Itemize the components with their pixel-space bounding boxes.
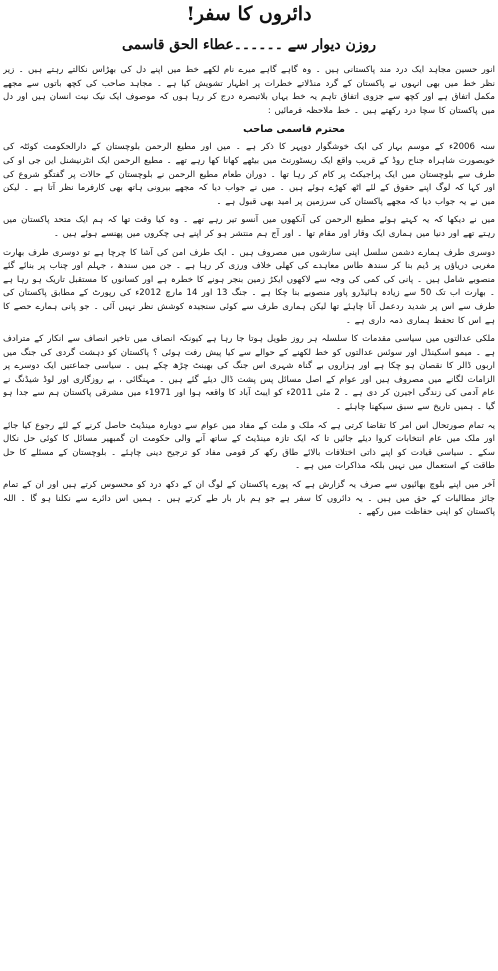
paragraph: ملکی عدالتوں میں سیاسی مقدمات کا سلسلہ ہر روز طویل ہوتا جا رہا ہے کیونکہ انصاف میں تاخیر انصاف سے انکار کے مترادف ہے ۔ میمو اسکینڈل اور سوئس عدالتوں کو خط لکھنے کے حوالے سے کیا پیش رفت ہوئی ؟ پاکستان کو دہشت گردی کی جنگ میں اربوں ڈالر کا نقصان ہو چکا ہے اور ہزاروں بے گناہ شہری اس جنگ کی بھینٹ چڑھ چکے ہیں ۔ سیاسی جماعتیں ایک دوسرے پر الزامات لگانے میں مصروف ہیں اور عوام کے اصل مسائل پس پشت ڈال دیئے گئے ہیں ۔ مہنگائی ، بے روزگاری اور لوڈ شیڈنگ نے عام آدمی کی زندگی اجیرن کر دی ہے ۔ 2 مئی 2011ء کو ایبٹ آباد کا واقعہ ہوا اور 1971ء میں مشرقی پاکستان ہم سے جدا ہو گیا ۔ ہمیں تاریخ سے سبق سیکھنا چاہئے ۔ <box>3 334 495 413</box>
paragraph: سنہ 2006ء کے موسم بہار کی ایک خوشگوار دوپہر کا ذکر ہے ۔ میں اور مطیع الرحمن بلوچستان کے دارالحکومت کوئٹہ کی خوبصورت شاہراہ جناح روڈ کے قریب واقع ایک ریسٹورنٹ میں بیٹھے کھانا کھا رہے تھے ۔ مطیع الرحمن ایک انٹرنیشنل این جی او کی طرف سے بلوچستان میں ایک پراجیکٹ پر کام کر رہا تھا ۔ دوران طعام مطیع الرحمن نے بلوچستان کے حالات پر گفتگو شروع کی اور کہا کہ لوگ اپنے حقوق کے لئے اٹھ کھڑے ہوئے ہیں ۔ میں نے جواب دیا کہ مجھے بیرونی ہاتھ بھی کارفرما نظر آتا ہے ۔ لیکن میں نے یہ جواب دیا کہ مجھے پاکستان کی سرزمین پر امید بھی قبول ہے ۔ <box>3 142 495 207</box>
paragraph: یہ تمام صورتحال اس امر کا تقاضا کرتی ہے کہ ملک و ملت کے مفاد میں عوام سے دوبارہ مینڈیٹ حاصل کرنے کے لئے رجوع کیا جائے اور ملک میں عام انتخابات کروا دیئے جائیں تا کہ ایک تازہ مینڈیٹ کے ساتھ آنے والی حکومت ان گمبھیر مسائل کا کوئی حل نکال سکے ۔ سیاسی قیادت کو اپنے ذاتی اختلافات بالائے طاق رکھ کر قومی مفاد کو ترجیح دینی چاہئے ۔ بلوچستان کے مسئلے کا حل طاقت کے استعمال میں نہیں بلکہ مذاکرات میں ہے ۔ <box>3 420 495 472</box>
column-byline: روزن دیوار سے ۔۔۔۔۔۔عطاء الحق قاسمی <box>121 37 377 53</box>
column-title: دائروں کا سفر! <box>186 3 312 25</box>
paragraph: میں نے دیکھا کہ یہ کہتے ہوئے مطیع الرحمن کی آنکھوں میں آنسو تیر رہے تھے ۔ وہ کیا وقت تھا کہ ہم ایک متحد پاکستان میں رہتے تھے اور دنیا میں ہماری ایک وقار اور مقام تھا ۔ اور آج ہم منتشر ہو کر اپنے ہی چکروں میں پھنسے ہوئے ہیں ۔ <box>3 215 495 239</box>
column-body <box>3 64 495 968</box>
salutation: محترم قاسمی صاحب <box>243 124 345 136</box>
paragraph-intro: انور حسین مجاہد ایک درد مند پاکستانی ہیں ۔ وہ گاہے گاہے میرے نام لکھے خط میں اپنے دل کی بھڑاس نکالتے رہتے ہیں ۔ زیر نظر خط میں بھی انہوں نے پاکستان کے گرد منڈلاتے خطرات پر اظہار تشویش کیا ہے ۔ مجاہد صاحب کی کچھ باتوں سے مجھے مکمل اتفاق ہے اور کچھ سے جزوی اتفاق تاہم یہ خط یہاں بلاتبصرہ درج کر رہا ہوں کہ موصوف ایک نیک نیت انسان ہیں اور دل میں پاکستان کا سچا درد رکھتے ہیں ۔ خط ملاحظہ فرمائیں : <box>3 65 495 116</box>
paragraph: دوسری طرف ہمارے دشمن سلسل اپنی سازشوں میں مصروف ہیں ۔ ایک طرف امن کی آشا کا چرچا ہے تو دوسری طرف بھارت مغربی دریاؤں پر ڈیم بنا کر سندھ طاس معاہدے کی کھلی خلاف ورزی کر رہا ہے ۔ جن میں سندھ ، جہلم اور چناب پر بنائے گئے منصوبے شامل ہیں ۔ پانی کی کمی کی وجہ سے لاکھوں ایکڑ زمین بنجر ہونے کا خطرہ ہے اور کسانوں کا مستقبل تاریک ہو رہا ہے ۔ بھارت اب تک 50 سے زیادہ ہائیڈرو پاور منصوبے بنا چکا ہے ۔ جنگ 13 اور 14 مارچ 2012ء کی رپورٹ کے مطابق پاکستان کی طرف سے اس پر شدید ردعمل آنا چاہئے تھا لیکن ہماری طرف سے کوئی سنجیدہ کوشش نظر نہیں آئی ۔ جو پانی ہمارے حصے کا ہے اس کا تحفظ ہماری ذمہ داری ہے ۔ <box>3 247 495 326</box>
paragraph-closing: آخر میں اپنے بلوچ بھائیوں سے صرف یہ گزارش ہے کہ پورے پاکستان کے لوگ ان کے دکھ درد کو محسوس کرتے ہیں اور ان کے تمام جائز مطالبات کے حق میں ہیں ۔ یہ دائروں کا سفر ہے جو ہم بار بار طے کرتے ہیں ۔ ہمیں اس دائرے سے نکلنا ہو گا ۔ اللہ پاکستان کو اپنی حفاظت میں رکھے ۔ <box>3 480 495 518</box>
